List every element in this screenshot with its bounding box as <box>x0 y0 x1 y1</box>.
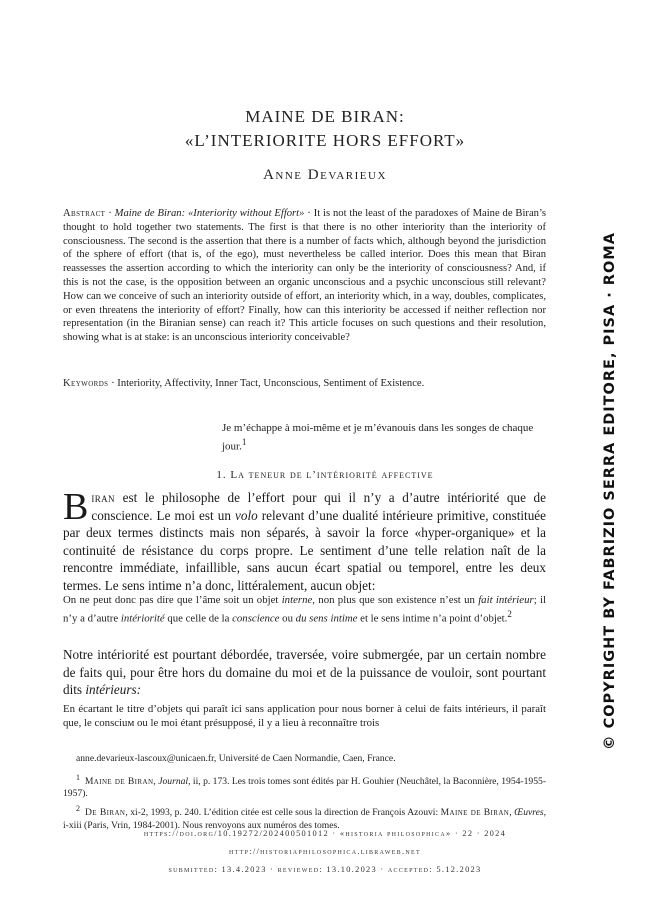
copyright-notice: © COPYRIGHT BY FABRIZIO SERRA EDITORE, PISA · ROMA <box>602 232 618 750</box>
submission-dates: submitted: 13.4.2023 · reviewed: 13.10.2023 · accepted: 5.12.2023 <box>168 865 482 874</box>
italic-term: intériorité <box>120 613 165 625</box>
keywords <box>63 377 546 391</box>
section-heading: 1. La teneur de l’intériorité affective <box>216 469 434 481</box>
footnote-1 <box>63 772 546 801</box>
italic-term: interne <box>281 594 313 606</box>
footnote-ref-1[interactable]: 1 <box>241 437 247 447</box>
body-paragraph-1 <box>63 486 546 595</box>
italic-term: volo <box>235 507 258 523</box>
body-paragraph-2 <box>63 646 546 699</box>
footnote-text: , <box>509 807 515 819</box>
footnote-number: 2 <box>76 803 80 813</box>
keywords-label: Keywords <box>63 378 109 389</box>
footnote-2 <box>63 803 546 832</box>
footnote-text: , <box>153 775 159 787</box>
block-quote-2: En écartant le titre d’objets qui paraît ici sans application pour nous borner à celui de faits intérieurs, il paraît que, le consciuм ou le moi étant présupposé, il y a lieu à reconnaître trois <box>63 703 546 730</box>
footnote-text: , i-xiii (Paris, Vrin, 1984-2001). Nous renvoyons aux numéros des tomes. <box>63 807 547 831</box>
abstract <box>63 207 546 345</box>
drop-cap: B <box>63 486 89 528</box>
quote-text: et le sens intime n’a point d’objet. <box>357 613 508 625</box>
block-quote-1 <box>63 593 546 626</box>
footnote-ref-2[interactable]: 2 <box>507 609 512 620</box>
drop-cap-continuation: iran <box>91 490 115 505</box>
cited-work: Œuvres <box>514 807 544 819</box>
article-title-line-1: MAINE DE BIRAN: <box>245 107 405 126</box>
quote-text: ou <box>279 613 296 625</box>
cited-author: Maine de Biran <box>440 807 510 819</box>
italic-term: du sens intime <box>295 613 358 625</box>
cited-work: Journal <box>158 775 189 787</box>
italic-term: intérieurs: <box>85 682 142 698</box>
footnotes <box>63 753 546 832</box>
abstract-separator: · <box>105 208 115 219</box>
paragraph-text: relevant d’une dualité intérieure primitive, constituée par deux termes distincts mais non séparés, à savoir la force «hyper-organique» et la continuité de résistance du corps propre. Le sentiment d’une telle relation naît de la rencontre immédiate, infaillible, sans aucun écart spatial ou temporel, entre les deux termes. Le sens intime n’a donc, littéralement, aucun objet: <box>63 507 546 593</box>
author-affiliation: anne.devarieux-lascoux@unicaen.fr, Université de Caen Normandie, Caen, France. <box>76 753 396 764</box>
footnote-number: 1 <box>76 772 80 782</box>
abstract-text: · It is not the least of the paradoxes of Maine de Biran’s thought to hold together two statements. The first is that there is no other interiority than the interiority of consciousness. The second is the assertion that there is a number of facts which, although beyond the jurisdiction of the sphere of effort (that is, of the ego), must nevertheless be called interior. Does this mean that Biran reassesses the assertion according to which the interiority can only be the interiority of consciousness? And, if this is not the case, is the opposition between an organic unconscious and a psychic unconscious still relevant? How can we conceive of such an interiority outside of effort, an interiority which, in a way, doubles, complicates, or even threatens the interiority of effort? Finally, how can this interiority be accessed if neither reflection nor representation (in the Biranian sense) can reach it? This article focuses on such questions and their resolution, showing what is at stake: is an unconscious interiority conceivable? <box>63 208 547 344</box>
footnote-text: , ii, p. 173. Les trois tomes sont édités par H. Gouhier (Neuchâtel, la Baconnière, 1954-1955-1957). <box>63 775 547 800</box>
epigraph <box>222 421 552 454</box>
quote-text: , non plus que son existence n’est un <box>312 594 479 606</box>
quote-text: ; il n’y a d’autre <box>63 594 546 625</box>
paragraph-text: est le philosophe de l’effort pour qui il n’y a d’autre intériorité que de conscience. Le moi est un <box>91 490 546 523</box>
paragraph-text: Notre intériorité est pourtant débordée, traversée, voire submergée, par un certain nombre de faits qui, pour être hors du domaine du moi et de la puissance de vouloir, sont pourtant dits <box>63 647 546 698</box>
epigraph-text: Je m’échappe à moi-même et je m’évanouis dans les songes de chaque jour. <box>222 422 534 453</box>
quote-text: On ne peut donc pas dire que l’âme soit un objet <box>63 594 282 606</box>
article-title-line-2: «L’INTERIORITE HORS EFFORT» <box>184 131 466 150</box>
italic-term: fait intérieur <box>478 594 534 606</box>
cited-author: De Biran <box>84 807 126 819</box>
abstract-english-title: Maine de Biran: «Interiority without Effort» <box>114 208 305 219</box>
quote-text: que celle de la <box>164 613 233 625</box>
journal-url[interactable]: http://historiaphilosophica.libraweb.net <box>229 847 421 856</box>
cited-author: Maine de Biran <box>84 775 154 787</box>
doi-line[interactable]: https://doi.org/10.19272/202400501012 · «historia philosophica» · 22 · 2024 <box>143 829 507 838</box>
keywords-text: · Interiority, Affectivity, Inner Tact, Unconscious, Sentiment of Existence. <box>108 378 425 389</box>
author-name: Anne Devarieux <box>263 167 387 183</box>
abstract-label: Abstract <box>63 208 106 219</box>
italic-term: conscience <box>232 613 280 625</box>
footnote-text: , xi-2, 1993, p. 240. L’édition citée est celle sous la direction de François Azouvi: <box>125 807 441 819</box>
